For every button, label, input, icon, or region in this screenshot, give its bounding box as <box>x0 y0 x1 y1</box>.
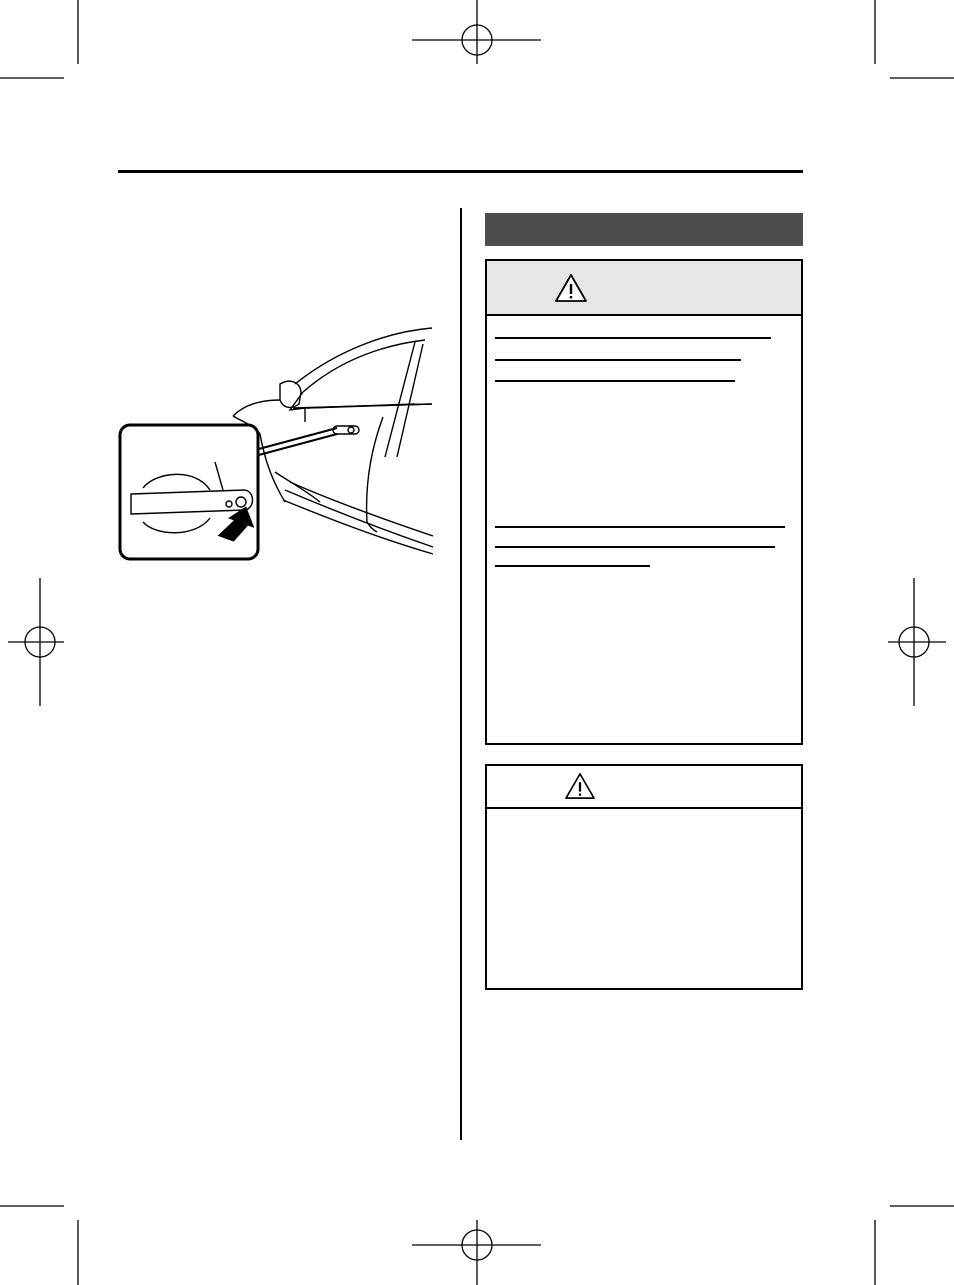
section-header <box>485 213 803 246</box>
text-line <box>495 565 650 567</box>
text-line <box>495 359 741 361</box>
caution-box <box>485 764 803 990</box>
warning-triangle-icon <box>564 772 596 800</box>
text-line <box>495 546 775 548</box>
text-line <box>495 380 735 382</box>
warning-triangle-icon <box>554 273 588 303</box>
column-divider <box>460 208 462 1140</box>
header-rule <box>118 170 803 173</box>
warning-box <box>485 259 803 745</box>
text-line <box>495 337 771 339</box>
door-handle-illustration <box>115 322 435 562</box>
caution-box-header <box>487 766 801 809</box>
warning-box-header <box>487 261 801 316</box>
text-line <box>495 526 785 528</box>
